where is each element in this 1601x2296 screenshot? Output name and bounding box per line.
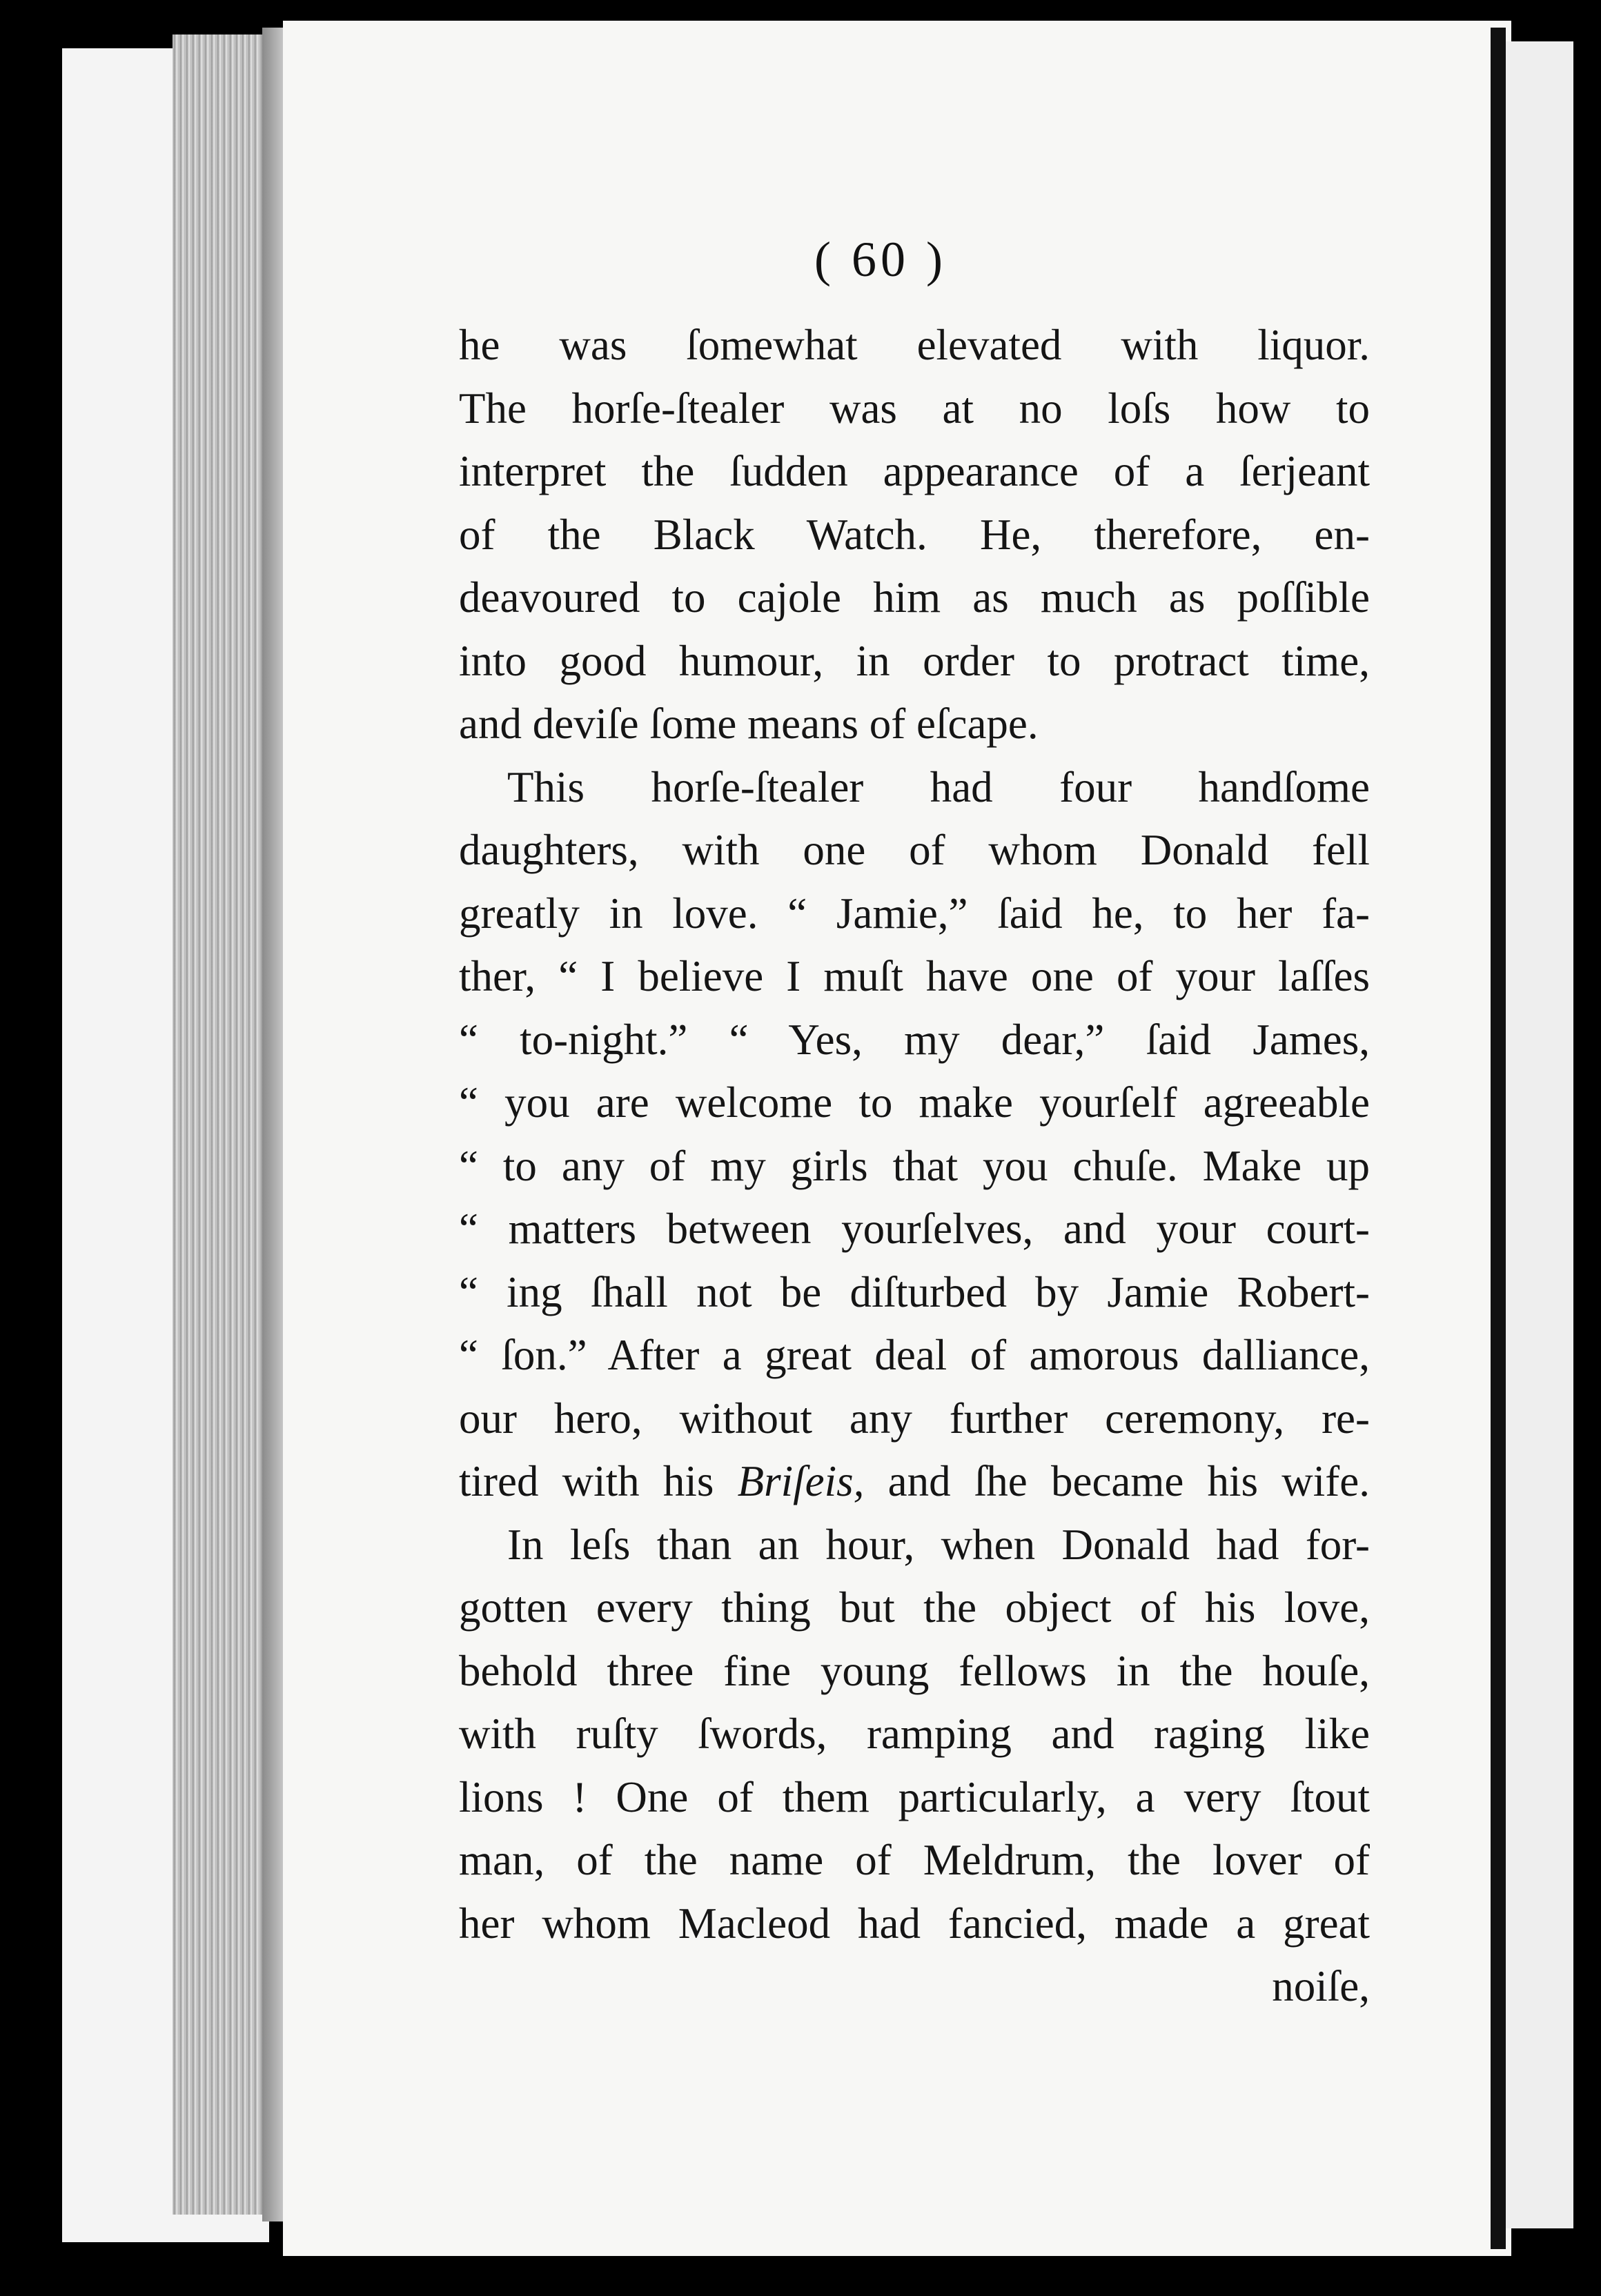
catchword: noiſe, [1272,1962,1370,2010]
paragraph-start: In leſs than an hour, when Donald had for- [507,1520,1370,1569]
text-line-with-italic [459,1450,1370,1514]
text-segment: and ſhe became his wife. [864,1457,1370,1505]
page-right-border [1491,28,1506,2249]
text-line: “ ſon.” After a great deal of amorous dalliance, [459,1331,1370,1379]
text-line: “ to any of my girls that you chuſe. Make up [459,1141,1370,1190]
text-line: interpret the ſudden appearance of a ſerjeant [459,447,1370,495]
next-page-sliver [1504,41,1573,2228]
text-line: behold three fine young fellows in the houſe, [459,1646,1370,1695]
text-line: “ you are welcome to make yourſelf agreeable [459,1078,1370,1127]
text-line: her whom Macleod had fancied, made a great [459,1899,1370,1948]
text-line: and deviſe ſome means of eſcape. [459,700,1039,748]
italic-name: Briſeis, [737,1457,865,1505]
text-line: greatly in love. “ Jamie,” ſaid he, to her fa- [459,889,1370,938]
text-line: “ matters between yourſelves, and your court- [459,1205,1370,1253]
text-line: ther, “ I believe I muſt have one of your laſſes [459,952,1370,1000]
text-line: The horſe-ſtealer was at no loſs how to [459,384,1370,433]
text-line: gotten every thing but the object of his love, [459,1583,1370,1632]
text-line: he was ſomewhat elevated with liquor. [459,321,1370,369]
text-line: “ to-night.” “ Yes, my dear,” ſaid James, [459,1015,1370,1064]
text-line: man, of the name of Meldrum, the lover of [459,1836,1370,1884]
paragraph-start: This horſe-ſtealer had four handſome [507,762,1370,811]
text-line: into good humour, in order to protract time, [459,636,1370,685]
text-line: our hero, without any further ceremony, re- [459,1394,1370,1443]
text-segment: tired with his [459,1457,738,1505]
text-line: of the Black Watch. He, therefore, en- [459,510,1370,559]
text-line: daughters, with one of whom Donald fell [459,826,1370,874]
text-line: lions ! One of them particularly, a very ſtout [459,1772,1370,1821]
text-line: with ruſty ſwords, ramping and raging like [459,1710,1370,1758]
text-line: “ ing ſhall not be diſturbed by Jamie Robert- [459,1267,1370,1316]
page-number: ( 60 ) [814,232,947,287]
text-line: deavoured to cajole him as much as poſſible [459,573,1370,622]
body-text [459,314,1370,2019]
